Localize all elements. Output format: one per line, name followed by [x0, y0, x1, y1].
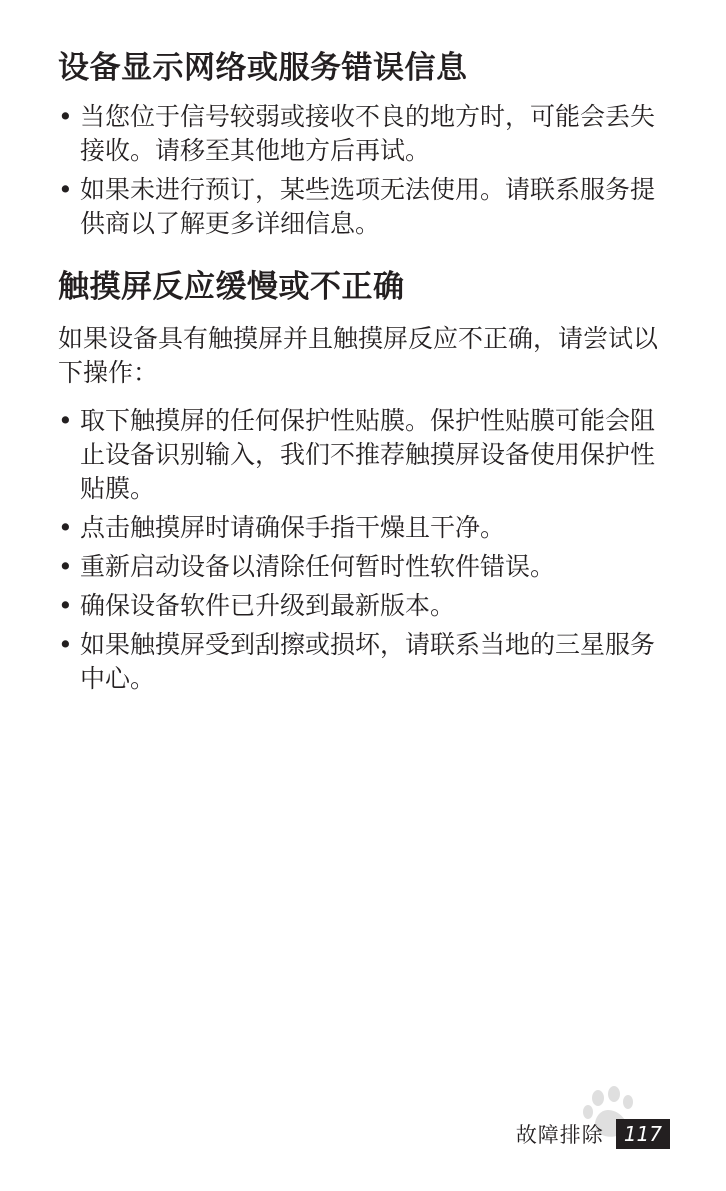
- list-item-text: 确保设备软件已升级到最新版本。: [80, 590, 456, 620]
- section-title-network-error: 设备显示网络或服务错误信息: [58, 50, 468, 86]
- bullet-icon: •: [58, 629, 73, 659]
- list-item: [58, 100, 670, 168]
- footer-section-label: 故障排除: [515, 1123, 604, 1147]
- page-footer: [516, 1119, 670, 1149]
- list-item-text: 当您位于信号较弱或接收不良的地方时，可能会丢失接收。请移至其他地方后再试。: [80, 102, 656, 166]
- bullet-icon: •: [58, 590, 73, 620]
- touchscreen-list: [58, 404, 670, 696]
- list-item: [58, 628, 670, 696]
- bullet-icon: •: [58, 512, 73, 542]
- list-item: [58, 550, 670, 584]
- list-item-text: 重新启动设备以清除任何暂时性软件错误。: [80, 551, 556, 581]
- bullet-icon: •: [58, 102, 73, 132]
- list-item: [58, 173, 670, 241]
- bullet-icon: •: [58, 551, 73, 581]
- list-item-text: 如果触摸屏受到刮擦或损坏，请联系当地的三星服务中心。: [80, 629, 656, 693]
- section-intro: 如果设备具有触摸屏并且触摸屏反应不正确，请尝试以下操作：: [58, 323, 659, 387]
- page-number: 117: [616, 1119, 670, 1149]
- list-item-text: 取下触摸屏的任何保护性贴膜。保护性贴膜可能会阻止设备识别输入，我们不推荐触摸屏设备使用保护性贴膜。: [80, 405, 656, 503]
- list-item: [58, 511, 670, 545]
- bullet-icon: •: [58, 405, 73, 435]
- page-content: [58, 48, 670, 701]
- list-item: [58, 589, 670, 623]
- network-error-list: [58, 100, 670, 241]
- list-item-text: 如果未进行预订，某些选项无法使用。请联系服务提供商以了解更多详细信息。: [80, 175, 656, 239]
- list-item-text: 点击触摸屏时请确保手指干燥且干净。: [80, 512, 506, 542]
- section-title-touchscreen: 触摸屏反应缓慢或不正确: [58, 269, 405, 306]
- bullet-icon: •: [58, 175, 73, 205]
- list-item: [58, 404, 670, 506]
